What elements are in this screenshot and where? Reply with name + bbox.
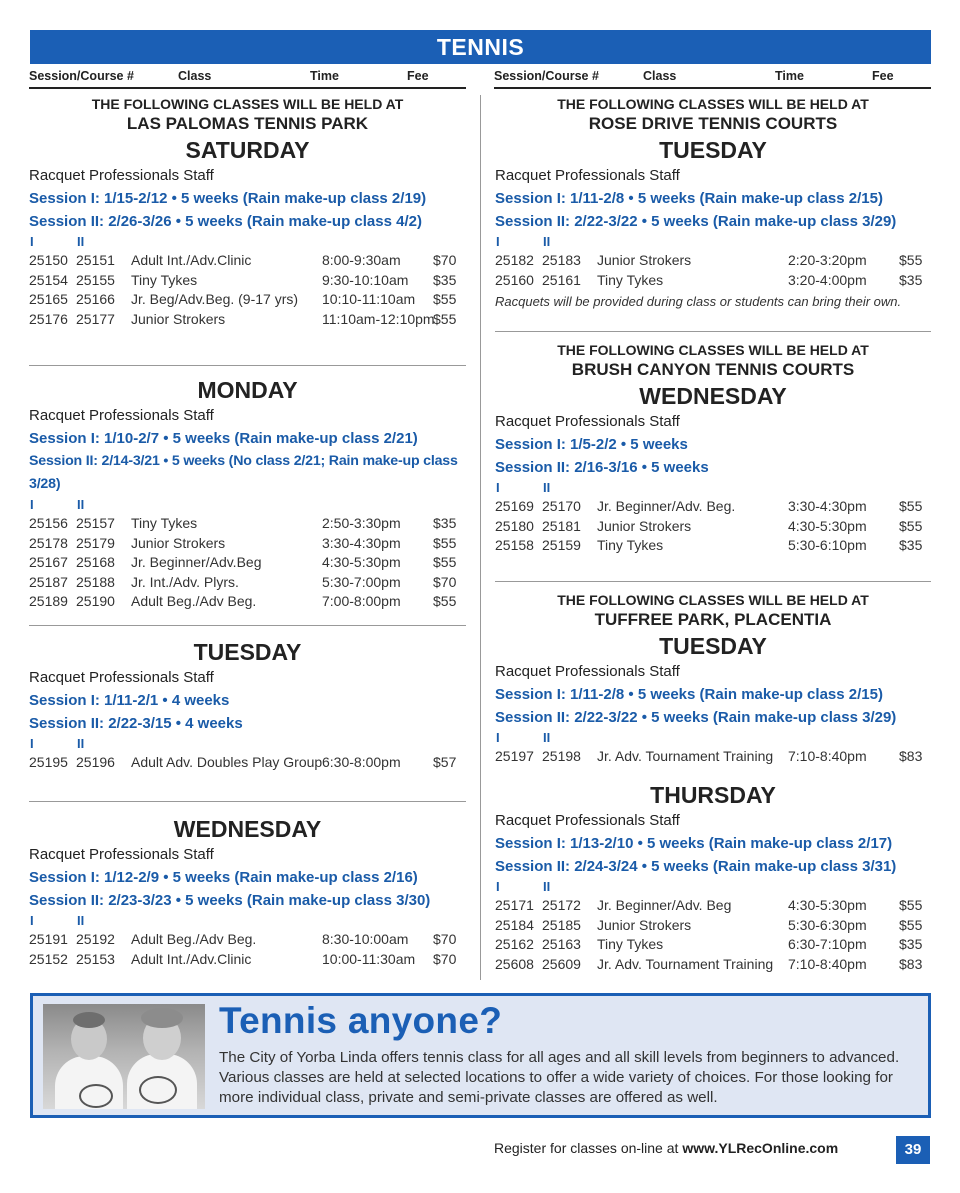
section-divider — [495, 331, 931, 332]
session-two: Session II: 2/26-3/26 • 5 weeks (Rain make-up class 4/2) — [29, 213, 422, 230]
class-row — [29, 592, 466, 612]
course-number-session-2: 25177 — [76, 310, 115, 327]
class-name: Junior Strokers — [131, 310, 226, 327]
course-number-session-1: 25158 — [495, 537, 534, 553]
class-fee: $35 — [433, 271, 457, 288]
session-columns — [29, 233, 466, 251]
class-time: 10:00-11:30am — [322, 950, 416, 967]
class-row — [495, 935, 931, 955]
course-number-session-1: 25162 — [495, 936, 534, 952]
session-columns — [29, 735, 466, 753]
course-number-session-2: 25196 — [76, 754, 115, 770]
course-number-session-2: 25179 — [76, 534, 115, 551]
held-at-label: THE FOLLOWING CLASSES WILL BE HELD AT — [557, 342, 869, 358]
class-name: Adult Adv. Doubles Play Group — [131, 754, 323, 770]
course-number-session-1: 25169 — [495, 498, 534, 514]
course-number-session-1: 25165 — [29, 291, 68, 307]
class-row — [495, 271, 931, 291]
course-number-session-1: 25197 — [495, 748, 534, 764]
class-row — [495, 896, 931, 916]
col-time: Time — [310, 69, 339, 83]
course-number-session-1: 25154 — [29, 271, 68, 288]
class-list — [29, 251, 466, 329]
course-number-session-1: 25167 — [29, 554, 68, 570]
class-row — [29, 514, 466, 534]
class-row — [29, 930, 466, 950]
col-fee: Fee — [407, 69, 429, 83]
class-row — [495, 747, 931, 767]
class-fee: $83 — [899, 955, 923, 972]
class-row — [29, 290, 466, 310]
held-at-label: THE FOLLOWING CLASSES WILL BE HELD AT — [557, 592, 869, 608]
session-one: Session I: 1/11-2/1 • 4 weeks — [29, 692, 230, 709]
session-one: Session I: 1/11-2/8 • 5 weeks (Rain make-up class 2/15) — [495, 190, 883, 207]
footer-text: Register for classes on-line at — [494, 1140, 683, 1156]
column-divider — [480, 95, 481, 980]
class-name: Tiny Tykes — [131, 515, 198, 531]
class-time: 7:10-8:40pm — [788, 955, 867, 972]
roman-one: I — [30, 913, 34, 928]
class-row — [29, 573, 466, 593]
class-fee: $55 — [433, 310, 457, 327]
course-number-session-1: 25189 — [29, 593, 68, 609]
class-fee: $70 — [433, 252, 457, 268]
class-list — [495, 497, 931, 556]
class-fee: $55 — [899, 252, 923, 268]
class-fee: $55 — [433, 593, 457, 609]
class-list — [495, 896, 931, 974]
class-name: Junior Strokers — [597, 916, 692, 933]
class-time: 2:20-3:20pm — [788, 252, 867, 268]
class-time: 6:30-8:00pm — [322, 754, 401, 770]
class-name: Tiny Tykes — [597, 936, 664, 952]
class-name: Tiny Tykes — [597, 537, 664, 553]
day-heading: TUESDAY — [193, 639, 302, 665]
col-time: Time — [775, 69, 804, 83]
col-class: Class — [643, 69, 677, 83]
roman-one: I — [496, 234, 500, 249]
class-fee: $57 — [433, 754, 457, 770]
roman-two: II — [543, 234, 551, 249]
roman-two: II — [543, 730, 551, 745]
class-fee: $83 — [899, 748, 923, 764]
class-time: 7:10-8:40pm — [788, 748, 867, 764]
roman-two: II — [77, 736, 85, 751]
promo-title: Tennis anyone? — [219, 1000, 503, 1041]
course-number-session-1: 25156 — [29, 515, 68, 531]
column-header-left — [29, 69, 466, 89]
class-row — [29, 753, 466, 773]
roman-two: II — [77, 913, 85, 928]
class-row — [495, 955, 931, 975]
course-number-session-2: 25159 — [542, 537, 581, 553]
class-fee: $55 — [899, 517, 923, 534]
course-number-session-2: 25166 — [76, 291, 115, 307]
col-session: Session/Course # — [29, 69, 134, 83]
session-two: Session II: 2/22-3/22 • 5 weeks (Rain make-up class 3/29) — [495, 709, 897, 726]
course-number-session-2: 25155 — [76, 271, 115, 288]
class-list — [495, 251, 931, 290]
class-name: Junior Strokers — [131, 534, 226, 551]
session-columns — [29, 912, 466, 930]
instructor: Racquet Professionals Staff — [495, 812, 680, 829]
session-two: Session II: 2/16-3/16 • 5 weeks — [495, 459, 709, 476]
class-time: 5:30-7:00pm — [322, 573, 401, 590]
course-number-session-1: 25178 — [29, 534, 68, 551]
class-row — [29, 553, 466, 573]
class-time: 9:30-10:10am — [322, 271, 409, 288]
course-number-session-1: 25187 — [29, 573, 68, 590]
class-name: Adult Beg./Adv Beg. — [131, 931, 257, 947]
session-two: Session II: 2/14-3/21 • 5 weeks (No class 2/21; Rain make-up class 3/28) — [29, 453, 458, 492]
class-time: 5:30-6:10pm — [788, 537, 867, 553]
class-row — [495, 251, 931, 271]
class-fee: $55 — [433, 534, 457, 551]
class-name: Adult Int./Adv.Clinic — [131, 950, 252, 967]
session-one: Session I: 1/13-2/10 • 5 weeks (Rain make-up class 2/17) — [495, 835, 893, 852]
course-number-session-1: 25608 — [495, 955, 534, 972]
session-one: Session I: 1/10-2/7 • 5 weeks (Rain make-up class 2/21) — [29, 430, 418, 447]
course-number-session-2: 25168 — [76, 554, 115, 570]
class-fee: $55 — [433, 554, 457, 570]
session-one: Session I: 1/12-2/9 • 5 weeks (Rain make-up class 2/16) — [29, 869, 418, 886]
day-heading: TUESDAY — [659, 137, 767, 163]
class-list — [29, 930, 466, 969]
promo-text: The City of Yorba Linda offers tennis class for all ages and all skill levels from beginners to advanced. Various classes are held at selected locations to offer a wide variety of choices. For those looking for more individual class, private and semi-private classes are offered as well. — [219, 1049, 900, 1106]
course-number-session-2: 25172 — [542, 897, 581, 913]
class-name: Adult Beg./Adv Beg. — [131, 593, 257, 609]
section-divider — [29, 801, 466, 802]
course-number-session-1: 25171 — [495, 897, 534, 913]
day-heading: MONDAY — [197, 377, 298, 403]
class-row — [495, 517, 931, 537]
class-name: Jr. Adv. Tournament Training — [597, 748, 774, 764]
class-list — [29, 514, 466, 612]
session-two: Session II: 2/22-3/22 • 5 weeks (Rain make-up class 3/29) — [495, 213, 897, 230]
class-name: Jr. Beginner/Adv. Beg — [597, 897, 732, 913]
class-time: 10:10-11:10am — [322, 291, 416, 307]
location-name: LAS PALOMAS TENNIS PARK — [126, 114, 369, 133]
class-fee: $55 — [899, 916, 923, 933]
course-number-session-2: 25181 — [542, 517, 581, 534]
instructor: Racquet Professionals Staff — [29, 407, 214, 424]
class-fee: $70 — [433, 950, 457, 967]
instructor: Racquet Professionals Staff — [495, 663, 680, 680]
class-time: 11:10am-12:10pm — [322, 310, 435, 327]
course-number-session-2: 25161 — [542, 271, 581, 288]
class-time: 3:30-4:30pm — [322, 534, 401, 551]
course-number-session-1: 25182 — [495, 252, 534, 268]
class-row — [29, 251, 466, 271]
col-class: Class — [178, 69, 212, 83]
course-number-session-1: 25191 — [29, 931, 68, 947]
roman-two: II — [543, 879, 551, 894]
class-name: Tiny Tykes — [131, 271, 198, 288]
course-number-session-2: 25157 — [76, 515, 115, 531]
instructor: Racquet Professionals Staff — [29, 167, 214, 184]
class-name: Tiny Tykes — [597, 271, 664, 288]
class-row — [29, 271, 466, 291]
class-name: Jr. Int./Adv. Plyrs. — [131, 573, 239, 590]
roman-two: II — [77, 234, 85, 249]
class-fee: $35 — [899, 537, 923, 553]
roman-two: II — [77, 497, 85, 512]
course-number-session-1: 25184 — [495, 916, 534, 933]
class-fee: $55 — [899, 498, 923, 514]
day-heading: THURSDAY — [650, 782, 776, 808]
schedule-block — [495, 591, 931, 767]
class-time: 3:20-4:00pm — [788, 271, 867, 288]
course-number-session-2: 25151 — [76, 252, 115, 268]
class-time: 4:30-5:30pm — [788, 517, 867, 534]
roman-one: I — [496, 480, 500, 495]
course-number-session-2: 25183 — [542, 252, 581, 268]
course-number-session-2: 25609 — [542, 955, 581, 972]
instructor: Racquet Professionals Staff — [495, 413, 680, 430]
day-heading: WEDNESDAY — [639, 383, 787, 409]
kids-tennis-photo — [43, 1004, 205, 1109]
instructor: Racquet Professionals Staff — [29, 669, 214, 686]
class-fee: $35 — [899, 271, 923, 288]
class-fee: $70 — [433, 573, 457, 590]
page-number: 39 — [896, 1136, 930, 1164]
schedule-block — [29, 637, 466, 773]
website-link[interactable]: www.YLRecOnline.com — [682, 1140, 839, 1156]
col-session: Session/Course # — [494, 69, 599, 83]
schedule-block — [29, 95, 466, 329]
schedule-block — [495, 341, 931, 556]
session-one: Session I: 1/11-2/8 • 5 weeks (Rain make-up class 2/15) — [495, 686, 883, 703]
promo-box — [30, 993, 931, 1118]
roman-two: II — [543, 480, 551, 495]
class-row — [29, 310, 466, 330]
session-one: Session I: 1/15-2/12 • 5 weeks (Rain make-up class 2/19) — [29, 190, 427, 207]
course-number-session-1: 25176 — [29, 310, 68, 327]
schedule-block — [29, 375, 466, 612]
class-fee: $55 — [433, 291, 457, 307]
session-two: Session II: 2/24-3/24 • 5 weeks (Rain make-up class 3/31) — [495, 858, 897, 875]
roman-one: I — [30, 736, 34, 751]
class-row — [495, 536, 931, 556]
class-row — [495, 497, 931, 517]
schedule-block — [495, 95, 931, 314]
held-at-label: THE FOLLOWING CLASSES WILL BE HELD AT — [91, 96, 404, 112]
section-divider — [495, 581, 931, 582]
class-row — [29, 534, 466, 554]
schedule-block — [29, 814, 466, 969]
class-row — [29, 950, 466, 970]
course-number-session-2: 25163 — [542, 936, 581, 952]
section-divider — [29, 625, 466, 626]
column-header-right — [494, 69, 931, 89]
class-list — [29, 753, 466, 773]
session-columns — [495, 479, 931, 497]
class-fee: $35 — [433, 515, 457, 531]
class-time: 5:30-6:30pm — [788, 916, 867, 933]
session-columns — [29, 496, 466, 514]
course-number-session-2: 25170 — [542, 498, 581, 514]
session-columns — [495, 233, 931, 251]
roman-one: I — [496, 730, 500, 745]
class-time: 7:00-8:00pm — [322, 593, 401, 609]
class-name: Junior Strokers — [597, 252, 692, 268]
session-two: Session II: 2/22-3/15 • 4 weeks — [29, 715, 243, 732]
class-name: Junior Strokers — [597, 517, 692, 534]
day-heading: TUESDAY — [659, 633, 767, 659]
roman-one: I — [496, 879, 500, 894]
page-banner: TENNIS — [30, 30, 931, 64]
col-fee: Fee — [872, 69, 894, 83]
class-name: Jr. Adv. Tournament Training — [597, 955, 774, 972]
location-name: BRUSH CANYON TENNIS COURTS — [571, 360, 855, 379]
racquet-note: Racquets will be provided during class or students can bring their own. — [495, 294, 902, 309]
roman-one: I — [30, 234, 34, 249]
course-number-session-2: 25153 — [76, 950, 115, 967]
course-number-session-1: 25152 — [29, 950, 68, 967]
instructor: Racquet Professionals Staff — [495, 167, 680, 184]
course-number-session-2: 25192 — [76, 931, 115, 947]
roman-one: I — [30, 497, 34, 512]
course-number-session-1: 25180 — [495, 517, 534, 534]
class-time: 4:30-5:30pm — [788, 897, 867, 913]
session-one: Session I: 1/5-2/2 • 5 weeks — [495, 436, 688, 453]
course-number-session-1: 25150 — [29, 252, 68, 268]
class-fee: $35 — [899, 936, 923, 952]
session-two: Session II: 2/23-3/23 • 5 weeks (Rain make-up class 3/30) — [29, 892, 431, 909]
footer-register — [494, 1140, 838, 1156]
class-time: 6:30-7:10pm — [788, 936, 867, 952]
day-heading: SATURDAY — [185, 137, 310, 163]
class-name: Jr. Beginner/Adv. Beg. — [597, 498, 736, 514]
class-fee: $55 — [899, 897, 923, 913]
section-divider — [29, 365, 466, 366]
class-fee: $70 — [433, 931, 457, 947]
class-time: 4:30-5:30pm — [322, 554, 401, 570]
class-time: 8:00-9:30am — [322, 252, 401, 268]
class-name: Jr. Beginner/Adv.Beg — [131, 554, 262, 570]
location-name: TUFFREE PARK, PLACENTIA — [594, 610, 832, 629]
course-number-session-2: 25188 — [76, 573, 115, 590]
instructor: Racquet Professionals Staff — [29, 846, 214, 863]
class-name: Jr. Beg/Adv.Beg. (9-17 yrs) — [131, 291, 299, 307]
held-at-label: THE FOLLOWING CLASSES WILL BE HELD AT — [557, 96, 869, 112]
class-time: 3:30-4:30pm — [788, 498, 867, 514]
class-time: 8:30-10:00am — [322, 931, 409, 947]
session-columns — [495, 729, 931, 747]
schedule-block — [495, 780, 931, 974]
course-number-session-1: 25195 — [29, 754, 68, 770]
class-time: 2:50-3:30pm — [322, 515, 401, 531]
class-name: Adult Int./Adv.Clinic — [131, 252, 252, 268]
class-list — [495, 747, 931, 767]
course-number-session-2: 25185 — [542, 916, 581, 933]
course-number-session-1: 25160 — [495, 271, 534, 288]
class-row — [495, 916, 931, 936]
session-columns — [495, 878, 931, 896]
day-heading: WEDNESDAY — [173, 816, 322, 842]
course-number-session-2: 25190 — [76, 593, 115, 609]
location-name: ROSE DRIVE TENNIS COURTS — [588, 114, 838, 133]
course-number-session-2: 25198 — [542, 748, 581, 764]
